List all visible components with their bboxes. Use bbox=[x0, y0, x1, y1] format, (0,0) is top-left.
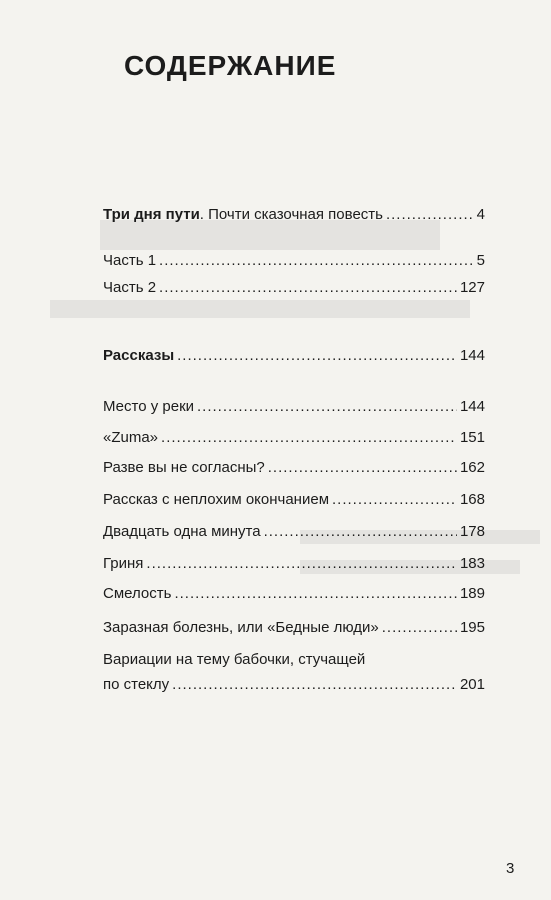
toc-entry bbox=[103, 279, 485, 297]
toc-entry-title: «Zuma» bbox=[103, 429, 159, 446]
dot-leader bbox=[386, 206, 474, 224]
toc-entry-page: 162 bbox=[459, 459, 485, 476]
toc-entry bbox=[103, 491, 485, 509]
toc-entry-title: Часть 1 bbox=[103, 252, 157, 269]
toc-entry-title: Заразная болезнь, или «Бедные люди» bbox=[103, 619, 379, 636]
toc-entry-multiline bbox=[103, 649, 485, 671]
toc-entry-page: 168 bbox=[459, 491, 485, 508]
dot-leader bbox=[197, 398, 457, 416]
toc-entry bbox=[103, 398, 485, 416]
dot-leader bbox=[332, 491, 457, 509]
toc-entry-title: Смелость bbox=[103, 585, 172, 602]
dot-leader bbox=[161, 429, 457, 447]
toc-entry-page: 4 bbox=[476, 206, 485, 223]
dot-leader bbox=[382, 619, 457, 637]
toc-entry bbox=[103, 523, 485, 541]
toc-entry-page: 189 bbox=[459, 585, 485, 602]
toc-entry bbox=[103, 429, 485, 447]
page-title: СОДЕРЖАНИЕ bbox=[124, 50, 337, 81]
toc-entry bbox=[103, 585, 485, 603]
toc-section-entry bbox=[103, 347, 485, 365]
dot-leader bbox=[159, 252, 474, 270]
toc-entry bbox=[103, 555, 485, 573]
toc-entry-page: 144 bbox=[459, 347, 485, 364]
toc-entry-page: 201 bbox=[459, 676, 485, 693]
toc-entry-page: 144 bbox=[459, 398, 485, 415]
toc-entry-page: 195 bbox=[459, 619, 485, 636]
dot-leader bbox=[177, 347, 457, 365]
dot-leader bbox=[159, 279, 457, 297]
dot-leader bbox=[172, 676, 457, 694]
toc-entry bbox=[103, 206, 485, 224]
toc-entry-bold-title: Три дня пути bbox=[103, 206, 200, 223]
toc-entry-page: 127 bbox=[459, 279, 485, 296]
toc-entry-title: Часть 2 bbox=[103, 279, 157, 296]
toc-entry bbox=[103, 252, 485, 270]
toc-entry-title: Гриня bbox=[103, 555, 144, 572]
toc-entry-title-line2: по стеклу bbox=[103, 676, 170, 693]
toc-entry-page: 151 bbox=[459, 429, 485, 446]
dot-leader bbox=[174, 585, 457, 603]
toc-entry-title: Двадцать одна минута bbox=[103, 523, 261, 540]
toc-entry bbox=[103, 459, 485, 477]
dot-leader bbox=[268, 459, 457, 477]
toc-entry-multiline-last bbox=[103, 676, 485, 694]
toc-entry-title: Разве вы не согласны? bbox=[103, 459, 265, 476]
toc-entry bbox=[103, 619, 485, 637]
toc-entry-title: Рассказ с неплохим окончанием bbox=[103, 491, 330, 508]
toc-entry-page: 178 bbox=[459, 523, 485, 540]
toc-entry-page: 183 bbox=[459, 555, 485, 572]
toc-entry-title: Место у реки bbox=[103, 398, 195, 415]
toc-entry-page: 5 bbox=[476, 252, 485, 269]
dot-leader bbox=[264, 523, 457, 541]
page-number: 3 bbox=[506, 860, 515, 877]
toc-entry-title: . Почти сказочная повесть bbox=[199, 206, 383, 223]
dot-leader bbox=[146, 555, 457, 573]
toc-entry-title-line1: Вариации на тему бабочки, стучащей bbox=[103, 651, 366, 668]
toc-section-title: Рассказы bbox=[103, 347, 175, 364]
